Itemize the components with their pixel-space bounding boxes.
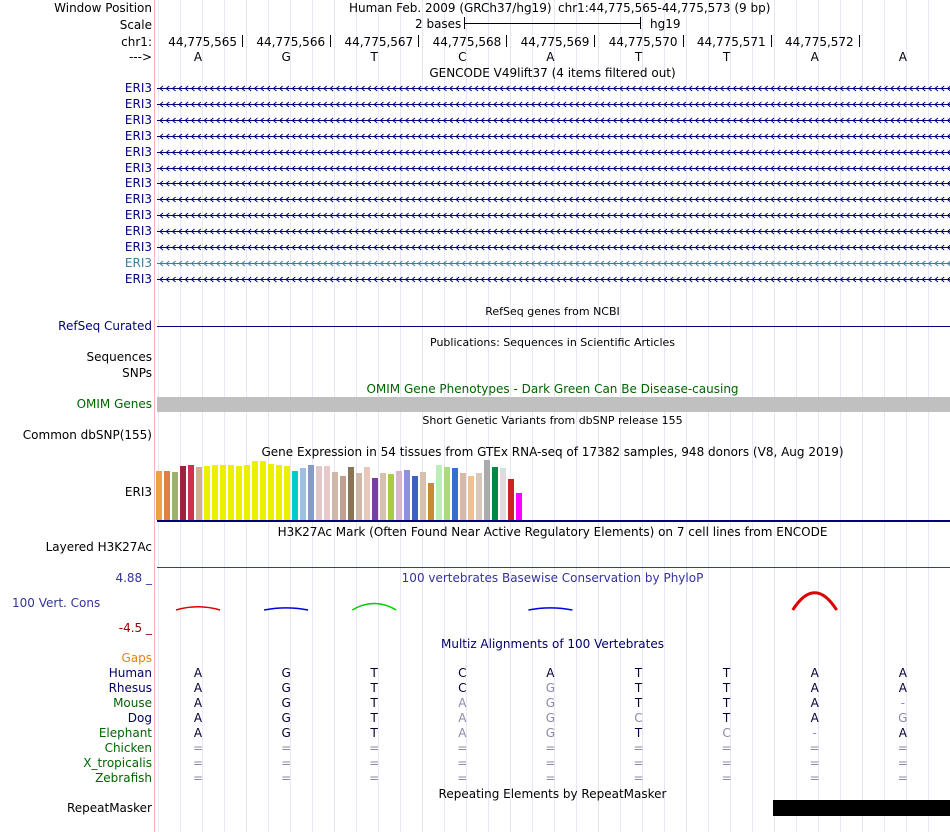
arrow-path: [157, 245, 950, 250]
alignment-base: G: [898, 711, 908, 725]
alignment-base: =: [721, 756, 732, 770]
gencode-transcript[interactable]: [157, 162, 950, 175]
species-label[interactable]: Mouse: [113, 696, 152, 710]
alignment-base: =: [192, 771, 204, 785]
repeatmasker-label[interactable]: RepeatMasker: [66, 801, 152, 815]
arrow-path: [157, 86, 950, 91]
alignment-base: =: [369, 771, 380, 785]
phylop-max-label: 4.88 _: [115, 571, 152, 585]
arrow-path: [157, 118, 950, 123]
ruler-label: 44,775,571: [696, 35, 766, 49]
ruler-label: 44,775,565: [168, 35, 237, 49]
scale-value: 2 bases: [415, 17, 462, 31]
transcript-arrows: [157, 241, 950, 254]
transcript-arrows: [157, 162, 950, 175]
gtex-tissue-bar[interactable]: [516, 493, 522, 520]
gtex-tissue-bar[interactable]: [284, 466, 290, 520]
gencode-item-label[interactable]: ERI3: [124, 112, 152, 127]
arrow-path: [157, 229, 950, 234]
alignment-base: =: [897, 771, 908, 785]
alignment-base: =: [809, 741, 820, 755]
base-letter: A: [810, 50, 819, 64]
gencode-transcript[interactable]: [157, 82, 950, 95]
gtex-tissue-bar[interactable]: [164, 471, 170, 520]
ruler-label: 44,775,566: [256, 35, 326, 49]
gtex-tissue-bar[interactable]: [452, 468, 458, 520]
alignment-base: =: [457, 741, 468, 755]
gtex-tissue-bar[interactable]: [356, 473, 362, 520]
alignment-base: G: [545, 726, 556, 740]
alignment-base: A: [810, 711, 819, 725]
alignment-base: =: [369, 741, 380, 755]
phylop-plot[interactable]: [155, 586, 950, 624]
alignment-base: T: [370, 696, 378, 710]
ruler-label: 44,775,568: [432, 35, 502, 49]
species-label[interactable]: Dog: [127, 711, 152, 725]
gtex-tissue-bar[interactable]: [404, 470, 410, 520]
gencode-item-label[interactable]: ERI3: [124, 128, 152, 143]
gtex-tissue-bar[interactable]: [428, 483, 434, 520]
alignment-base: =: [809, 771, 820, 785]
gencode-transcript[interactable]: [157, 209, 950, 222]
alignment-base: =: [633, 741, 644, 755]
base-letter: A: [546, 50, 555, 64]
gtex-tissue-bar[interactable]: [308, 465, 314, 520]
alignment-base: A: [458, 696, 467, 710]
base-letter: T: [722, 50, 731, 64]
alignment-base: A: [810, 696, 819, 710]
gtex-tissue-bar[interactable]: [460, 473, 466, 520]
alignment-base: C: [458, 681, 467, 695]
scale-db: hg19: [650, 17, 681, 31]
alignment-base: T: [722, 696, 731, 710]
alignment-base: =: [897, 741, 908, 755]
transcript-arrows: [157, 82, 950, 95]
alignment-base: =: [897, 756, 908, 770]
alignment-base: G: [281, 726, 291, 740]
gencode-item-label[interactable]: ERI3: [124, 192, 152, 207]
gtex-tissue-bar[interactable]: [268, 464, 274, 520]
arrow-path: [157, 150, 950, 155]
alignment-base: A: [193, 666, 203, 680]
alignment-base: =: [809, 756, 820, 770]
alignment-base: T: [634, 696, 643, 710]
alignment-base: =: [457, 756, 468, 770]
gencode-transcript[interactable]: [157, 225, 950, 238]
alignment-base: A: [546, 666, 555, 680]
alignment-base: -: [900, 696, 905, 710]
h3k27ac-label[interactable]: Layered H3K27Ac: [45, 540, 152, 554]
alignment-base: =: [281, 741, 292, 755]
alignment-base: =: [369, 756, 380, 770]
base-letter: T: [634, 50, 643, 64]
alignment-base: T: [370, 666, 378, 680]
repeat-element-block[interactable]: [773, 800, 950, 816]
assembly-name: Human Feb. 2009 (GRCh37/hg19): [349, 1, 552, 15]
gtex-tissue-bar[interactable]: [332, 472, 338, 520]
alignment-base: A: [193, 711, 203, 725]
transcript-arrows: [157, 209, 950, 222]
gencode-transcript[interactable]: [157, 130, 950, 143]
gencode-transcript[interactable]: [157, 177, 950, 190]
ruler-label: 44,775,569: [520, 35, 590, 49]
alignment-base: =: [545, 741, 556, 755]
alignment-base: =: [633, 771, 644, 785]
ruler-tick: [859, 35, 860, 47]
species-label[interactable]: X_tropicalis: [83, 756, 152, 770]
scale-label: Scale: [119, 18, 152, 32]
gtex-tissue-bar[interactable]: [276, 465, 282, 520]
gtex-tissue-bar[interactable]: [340, 476, 346, 520]
chrom-label[interactable]: chr1:: [121, 35, 152, 49]
phylop-score-mark[interactable]: [793, 593, 837, 610]
refseq-gene-line[interactable]: [157, 326, 950, 327]
alignment-base: T: [370, 711, 378, 725]
h3k27ac-title[interactable]: H3K27Ac Mark (Often Found Near Active Regulatory Elements) on 7 cell lines from ENCODE: [277, 525, 828, 539]
gencode-item-label[interactable]: ERI3: [124, 208, 152, 223]
arrow-path: [157, 166, 950, 171]
refseq-label[interactable]: RefSeq Curated: [58, 319, 152, 333]
alignment-base: C: [458, 666, 467, 680]
arrow-path: [157, 213, 950, 218]
alignment-base: T: [634, 726, 643, 740]
gtex-label[interactable]: ERI3: [124, 485, 152, 499]
arrow-path: [157, 277, 950, 282]
gencode-item-label[interactable]: ERI3: [124, 176, 152, 191]
gencode-item-label[interactable]: ERI3: [124, 240, 152, 254]
gtex-tissue-bar[interactable]: [500, 468, 506, 520]
gtex-tissue-bar[interactable]: [212, 465, 218, 520]
gtex-tissue-bar[interactable]: [468, 476, 474, 520]
publications-title[interactable]: Publications: Sequences in Scientific Articles: [430, 336, 675, 349]
refseq-title[interactable]: RefSeq genes from NCBI: [485, 305, 620, 318]
alignment-base: =: [192, 741, 204, 755]
species-label[interactable]: Chicken: [104, 741, 152, 755]
alignment-base: T: [722, 666, 731, 680]
omim-title[interactable]: OMIM Gene Phenotypes - Dark Green Can Be Disease-causing: [366, 382, 739, 396]
alignment-base: =: [633, 756, 644, 770]
gtex-tissue-bar[interactable]: [364, 467, 370, 520]
gtex-tissue-bar[interactable]: [292, 471, 298, 520]
phylop-score-mark[interactable]: [352, 604, 396, 610]
arrow-path: [157, 261, 950, 266]
base-letter: A: [898, 50, 907, 64]
gencode-transcript[interactable]: [157, 98, 950, 111]
gtex-tissue-bar[interactable]: [348, 467, 354, 520]
gtex-tissue-bar[interactable]: [380, 473, 386, 520]
gtex-tissue-bar[interactable]: [476, 473, 482, 520]
alignment-base: A: [810, 666, 819, 680]
alignment-base: T: [370, 681, 378, 695]
dbsnp-label[interactable]: Common dbSNP(155): [22, 428, 152, 442]
phylop-score-mark[interactable]: [176, 607, 220, 610]
ruler-label: 44,775,567: [344, 35, 414, 49]
publications-label[interactable]: Sequences: [86, 350, 152, 364]
arrow-path: [157, 134, 950, 139]
window-position-label: Window Position: [54, 1, 152, 15]
alignment-base: A: [458, 726, 467, 740]
phylop-min-label: -4.5 _: [118, 621, 152, 635]
species-label[interactable]: Human: [108, 666, 152, 680]
gencode-item-label[interactable]: ERI3: [124, 81, 152, 95]
gtex-tissue-bar[interactable]: [188, 465, 194, 520]
alignment-base: G: [545, 696, 556, 710]
alignment-base: G: [281, 711, 291, 725]
gtex-title[interactable]: Gene Expression in 54 tissues from GTEx RNA-seq of 17382 samples, 948 donors (V8, Aug 2019): [261, 445, 844, 459]
transcript-arrows: [157, 193, 950, 206]
gtex-tissue-bar[interactable]: [412, 476, 418, 520]
transcript-arrows: [157, 146, 950, 159]
alignment-base: -: [812, 726, 817, 740]
alignment-base: C: [634, 711, 643, 725]
gencode-title[interactable]: GENCODE V49lift37 (4 items filtered out): [429, 66, 676, 80]
alignment-base: =: [721, 741, 732, 755]
gtex-tissue-bar[interactable]: [508, 479, 514, 520]
gtex-tissue-bar[interactable]: [316, 466, 322, 520]
alignment-base: T: [722, 681, 731, 695]
transcript-arrows: [157, 273, 950, 286]
transcript-arrows: [157, 225, 950, 238]
alignment-base: G: [545, 681, 556, 695]
gencode-item-label[interactable]: ERI3: [124, 271, 152, 286]
alignment-base: =: [281, 771, 292, 785]
scale-bar-right-tick: [640, 17, 641, 29]
gtex-tissue-bar[interactable]: [396, 471, 402, 520]
omim-label[interactable]: OMIM Genes: [76, 397, 152, 411]
alignment-base: A: [898, 681, 907, 695]
h3k27ac-baseline: [157, 567, 950, 568]
gtex-tissue-bar[interactable]: [204, 466, 210, 520]
transcript-arrows: [157, 98, 950, 111]
alignment-base: G: [281, 681, 291, 695]
alignment-base: A: [898, 666, 907, 680]
gtex-tissue-bar[interactable]: [172, 472, 178, 520]
gtex-tissue-bar[interactable]: [484, 460, 490, 520]
alignment-base: =: [721, 771, 732, 785]
gtex-tissue-bar[interactable]: [324, 466, 330, 520]
gtex-tissue-bar[interactable]: [220, 465, 226, 520]
gtex-tissue-bar[interactable]: [444, 467, 450, 520]
base-letter: C: [458, 50, 467, 64]
alignment-base: =: [545, 771, 556, 785]
gtex-tissue-bar[interactable]: [244, 465, 250, 520]
gencode-item-label[interactable]: ERI3: [124, 160, 152, 175]
species-label[interactable]: Elephant: [98, 726, 152, 740]
gencode-transcript[interactable]: [157, 114, 950, 127]
alignment-base: T: [634, 681, 643, 695]
transcript-arrows: [157, 130, 950, 143]
gaps-label[interactable]: Gaps: [121, 651, 152, 665]
gtex-tissue-bar[interactable]: [180, 466, 186, 520]
gtex-tissue-bar[interactable]: [196, 467, 202, 520]
multiz-title[interactable]: Multiz Alignments of 100 Vertebrates: [440, 637, 665, 651]
dbsnp-title[interactable]: Short Genetic Variants from dbSNP release 155: [422, 414, 683, 427]
ruler-label: 44,775,570: [608, 35, 678, 49]
gencode-item-label[interactable]: ERI3: [124, 224, 152, 239]
gencode-transcript[interactable]: [157, 257, 950, 270]
gencode-transcript[interactable]: [157, 241, 950, 254]
alignment-base: C: [722, 726, 731, 740]
phylop-score-mark[interactable]: [264, 608, 308, 610]
base-letter: G: [281, 50, 291, 64]
species-label[interactable]: Zebrafish: [95, 771, 152, 785]
alignment-base: G: [281, 666, 291, 680]
gencode-item-label[interactable]: ERI3: [124, 144, 152, 159]
gtex-gene-line: [157, 520, 950, 522]
alignment-base: =: [545, 756, 556, 770]
gencode-transcript[interactable]: [157, 146, 950, 159]
alignment-base: =: [457, 771, 468, 785]
base-letter: A: [193, 50, 203, 64]
ruler-label: 44,775,572: [784, 35, 854, 49]
gencode-transcript[interactable]: [157, 193, 950, 206]
arrow-path: [157, 102, 950, 107]
snps-label[interactable]: SNPs: [122, 366, 152, 380]
repeatmasker-title[interactable]: Repeating Elements by RepeatMasker: [438, 787, 667, 801]
alignment-base: A: [193, 726, 203, 740]
gtex-tissue-bar[interactable]: [300, 468, 306, 520]
base-letter: T: [370, 50, 378, 64]
phylop-score-mark[interactable]: [528, 608, 572, 610]
alignment-base: A: [193, 696, 203, 710]
alignment-base: A: [193, 681, 203, 695]
arrow-path: [157, 197, 950, 202]
position-readout[interactable]: chr1:44,775,565-44,775,573 (9 bp): [558, 1, 771, 15]
gencode-item-label[interactable]: ERI3: [124, 255, 152, 270]
phylop-title[interactable]: 100 vertebrates Basewise Conservation by PhyloP: [401, 571, 704, 585]
transcript-arrows: [157, 257, 950, 270]
species-label[interactable]: Rhesus: [108, 681, 152, 695]
alignment-base: A: [810, 681, 819, 695]
alignment-base: A: [458, 711, 467, 725]
gtex-tissue-bar[interactable]: [492, 467, 498, 520]
alignment-base: G: [545, 711, 556, 725]
transcript-arrows: [157, 114, 950, 127]
gtex-tissue-bar[interactable]: [228, 465, 234, 520]
gencode-item-label[interactable]: ERI3: [124, 96, 152, 111]
gtex-tissue-bar[interactable]: [436, 465, 442, 520]
gencode-transcript[interactable]: [157, 273, 950, 286]
scale-bar: [464, 23, 641, 24]
phylop-label[interactable]: 100 Vert. Cons: [12, 596, 101, 610]
alignment-base: G: [281, 696, 291, 710]
gtex-tissue-bar[interactable]: [420, 472, 426, 520]
strand-label: --->: [128, 50, 152, 64]
omim-gene-block[interactable]: [157, 397, 950, 412]
transcript-arrows: [157, 177, 950, 190]
alignment-base: =: [281, 756, 292, 770]
alignment-base: =: [192, 756, 204, 770]
alignment-base: T: [722, 711, 731, 725]
alignment-base: T: [370, 726, 378, 740]
gtex-tissue-bar[interactable]: [260, 461, 266, 520]
gtex-tissue-bar[interactable]: [156, 471, 162, 520]
gtex-tissue-bar[interactable]: [388, 474, 394, 520]
gtex-tissue-bar[interactable]: [372, 478, 378, 520]
gtex-tissue-bar[interactable]: [236, 466, 242, 520]
arrow-path: [157, 181, 950, 186]
alignment-base: T: [634, 666, 643, 680]
gtex-tissue-bar[interactable]: [252, 461, 258, 520]
alignment-base: A: [898, 726, 907, 740]
